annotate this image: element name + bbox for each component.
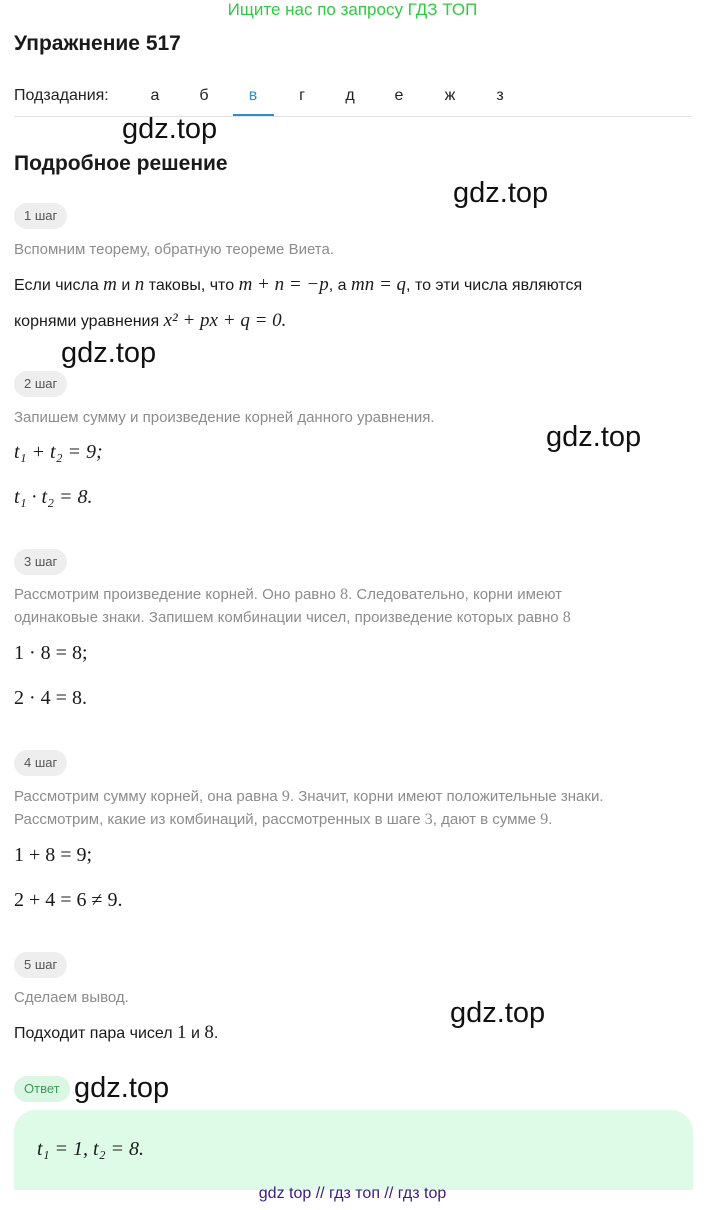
answer-badge: Ответ <box>14 1076 70 1102</box>
equation: 1 + 8 = 9; <box>14 844 93 866</box>
tab-zh[interactable]: ж <box>444 87 456 104</box>
equation: 2 · 4 = 8. <box>14 687 87 709</box>
tab-b[interactable]: б <box>199 87 209 104</box>
step-text: Если числа m и n таковы, что m + n = −p, а mn = q, то эти числа являются <box>14 274 583 295</box>
watermark: gdz.top <box>122 113 218 145</box>
active-tab-indicator <box>233 114 274 116</box>
watermark: gdz.top <box>546 421 642 453</box>
watermark: gdz.top <box>453 177 549 209</box>
step-hint: Вспомним теорему, обратную теореме Виета. <box>14 241 335 258</box>
tab-v[interactable]: в <box>248 87 258 104</box>
step-hint: Запишем сумму и произведение корней данного уравнения. <box>14 409 435 426</box>
tab-d[interactable]: д <box>345 87 355 104</box>
tab-e[interactable]: е <box>394 87 404 104</box>
equation: t₁ · t₂ = 8. <box>14 486 93 508</box>
equation: 2 + 4 = 6 ≠ 9. <box>14 889 123 911</box>
step-badge: 3 шаг <box>14 549 67 575</box>
section-title: Подробное решение <box>14 152 228 175</box>
watermark: gdz.top <box>450 997 546 1029</box>
watermark: gdz.top <box>74 1072 170 1104</box>
step-badge: 4 шаг <box>14 750 67 776</box>
tabs-divider <box>14 116 692 117</box>
footer-links[interactable]: gdz top // гдз топ // гдз top <box>258 1185 447 1202</box>
page-title: Упражнение 517 <box>14 32 181 55</box>
step-badge: 1 шаг <box>14 203 67 229</box>
step-hint: Рассмотрим, какие из комбинаций, рассмотренных в шаге 3, дают в сумме 9. <box>14 811 553 828</box>
step-hint: Сделаем вывод. <box>14 989 129 1006</box>
top-banner[interactable]: Ищите нас по запросу ГДЗ ТОП <box>227 0 478 19</box>
equation: 1 · 8 = 8; <box>14 642 88 664</box>
equation: t₁ + t₂ = 9; <box>14 441 103 463</box>
watermark: gdz.top <box>61 337 157 369</box>
step-hint: Рассмотрим произведение корней. Оно равно 8. Следовательно, корни имеют <box>14 586 563 603</box>
step-text: Подходит пара чисел 1 и 8. <box>14 1022 219 1043</box>
answer-equation: t₁ = 1, t₂ = 8. <box>37 1138 145 1160</box>
subtasks-label: Подзадания: <box>14 87 109 104</box>
step-hint: одинаковые знаки. Запишем комбинации чисел, произведение которых равно 8 <box>14 609 571 626</box>
tab-z[interactable]: з <box>496 87 504 104</box>
step-badge: 2 шаг <box>14 371 67 397</box>
step-hint: Рассмотрим сумму корней, она равна 9. Значит, корни имеют положительные знаки. <box>14 788 604 805</box>
step-text: корнями уравнения x² + px + q = 0. <box>14 310 287 331</box>
step-badge: 5 шаг <box>14 952 67 978</box>
tab-a[interactable]: а <box>150 87 160 104</box>
tab-g[interactable]: г <box>299 87 305 104</box>
